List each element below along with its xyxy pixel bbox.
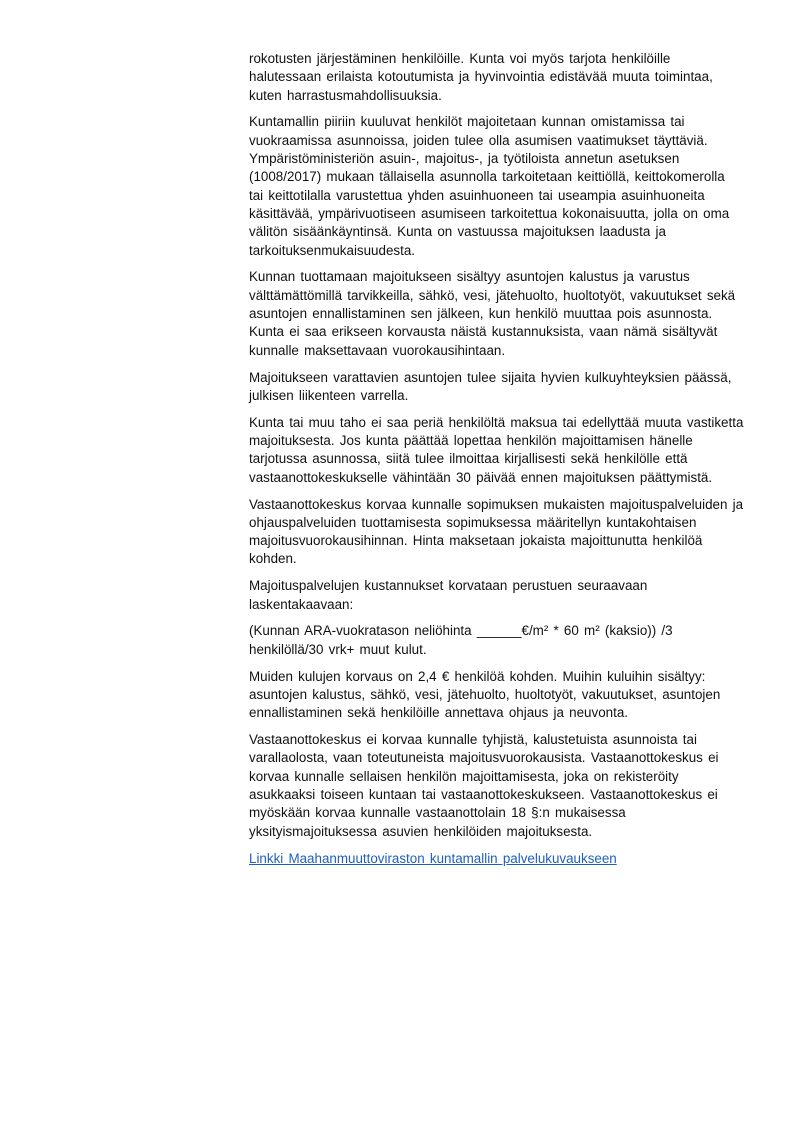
paragraph-formula: (Kunnan ARA-vuokratason neliöhinta ______€/m² * 60 m² (kaksio)) /3 henkilöllä/30 vrk+ muut kulut. (249, 623, 673, 657)
paragraph-other-costs: Muiden kulujen korvaus on 2,4 € henkilöä kohden. Muihin kuluihin sisältyy: asuntojen kalustus, sähkö, vesi, jätehuolto, huoltotyöt, vakuutukset, asuntojen ennallistaminen sekä henkilöille annettava ohjaus ja neuvonta. (249, 668, 721, 721)
document-body (249, 50, 744, 876)
paragraph-no-fees: Kunta tai muu taho ei saa periä henkilöltä maksua tai edellyttää muuta vastiketta majoituksesta. Jos kunta päättää lopettaa henkilön majoittamisen hänelle tarjotussa asunnossa, siitä tulee ilmoittaa kirjallisesti sekä henkilölle että vastaanottokeskukselle vähintään 30 päivää ennen majoituksen päättymistä. (249, 414, 744, 485)
paragraph-housing-requirements: Kuntamallin piiriin kuuluvat henkilöt majoitetaan kunnan omistamissa tai vuokraamissa asunnoissa, joiden tulee olla asumisen vaatimukset täyttäviä. Ympäristöministeriön asuin-, majoitus-, ja työtiloista annetun asetuksen (1008/2017) mukaan tällaisella asunnolla tarkoitetaan keittiöllä, keittokomerolla tai keittotilalla varustettua yhden asuinhuoneen tai useampia asuinhuoneita käsittävää, ympärivuotiseen asumiseen tarkoitettua kokonaisuutta, jolla on oma välitön sisäänkäyntinsä. Kunta on vastuussa majoituksen laadusta ja tarkoituksenmukaisuudesta. (249, 114, 730, 258)
service-description-link[interactable]: Linkki Maahanmuuttoviraston kuntamallin palvelukuvaukseen (249, 850, 617, 866)
link-paragraph (249, 850, 744, 868)
paragraph-no-vacancy-compensation: Vastaanottokeskus ei korvaa kunnalle tyhjistä, kalustetuista asunnoista tai varallaolosta, vaan toteutuneista majoitusvuorokausista. Vastaanottokeskus ei korvaa kunnalle sellaisen henkilön majoittamisesta, joka on rekisteröity asukkaaksi toiseen kuntaan tai vastaanottokeskukseen. Vastaanottokeskus ei myöskään korvaa kunnalle vastaanottolain 18 §:n mukaisessa yksityismajoituksessa asuvien henkilöiden majoituksesta. (249, 732, 719, 839)
paragraph-formula-intro: Majoituspalvelujen kustannukset korvataan perustuen seuraavaan laskentakaavaan: (249, 578, 648, 612)
paragraph-services-intro: rokotusten järjestäminen henkilöille. Kunta voi myös tarjota henkilöille halutessaan erilaista kotoutumista ja hyvinvointia edistävää muuta toimintaa, kuten harrastusmahdollisuuksia. (249, 51, 713, 103)
paragraph-housing-contents: Kunnan tuottamaan majoitukseen sisältyy asuntojen kalustus ja varustus välttämättömillä tarvikkeilla, sähkö, vesi, jätehuolto, huoltotyöt, vakuutukset sekä asuntojen ennallistaminen sen jälkeen, kun henkilö muuttaa pois asunnosta. Kunta ei saa erikseen korvausta näistä kustannuksista, vaan nämä sisältyvät kunnalle maksettavaan vuorokausihintaan. (249, 269, 736, 358)
paragraph-reimbursement: Vastaanottokeskus korvaa kunnalle sopimuksen mukaisten majoituspalveluiden ja ohjauspalveluiden tuottamisesta sopimuksessa määritellyn kuntakohtaisen majoitusvuorokausihinnan. Hinta maksetaan jokaista majoittunutta henkilöä kohden. (249, 496, 744, 567)
paragraph-housing-location: Majoitukseen varattavien asuntojen tulee sijaita hyvien kulkuyhteyksien päässä, julkisen liikenteen varrella. (249, 369, 732, 403)
